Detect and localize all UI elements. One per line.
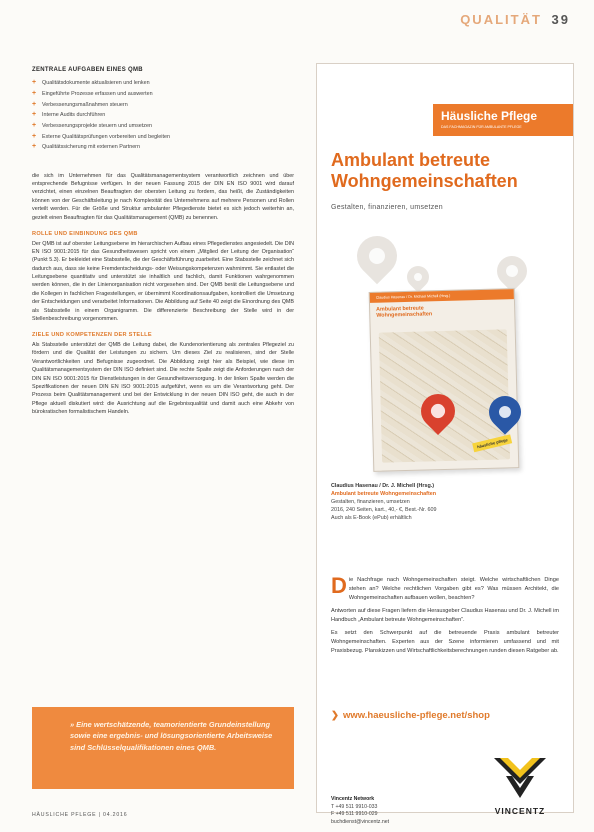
book-authors: Claudius Hasenau / Dr. J. Michell (Hrsg.) — [331, 483, 435, 489]
book-cover-title-line2: Wohngemeinschaften — [376, 311, 433, 320]
publisher-phone: T +49 511 9910-033 — [331, 803, 378, 810]
list-item: + Verbesserungsmaßnahmen steuern — [32, 101, 294, 109]
book-cover-tag: häusliche pflege — [472, 434, 512, 452]
pull-quote-text: » Eine wertschätzende, teamorientierte Grundeinstellung sowie eine ergebnis- und lösungsorientierte Arbeitsweise sind Schlüsselqualifikationen eines QMB. — [70, 720, 273, 752]
vincentz-logo-text: VINCENTZ — [494, 806, 546, 816]
magazine-badge — [433, 104, 573, 136]
section-label: QUALITÄT — [460, 12, 542, 27]
book-advertisement — [316, 63, 574, 825]
map-pin-icon — [402, 261, 433, 292]
badge-subtitle: DAS FACHMAGAZIN FÜR AMBULANTE PFLEGE — [441, 125, 522, 129]
book-ebook-note: Auch als E-Book (ePub) erhältlich — [331, 515, 412, 522]
book-info — [331, 482, 557, 523]
book-details: 2016, 240 Seiten, kart., 40,- €, Best.-Nr. 609 — [331, 507, 437, 514]
vincentz-logo — [489, 754, 551, 816]
vincentz-logo-icon — [492, 754, 548, 802]
publisher-name: Vincentz Network — [331, 796, 375, 802]
ad-paragraph-text: ie Nachfrage nach Wohngemeinschaften steigt. Welche wirtschaftlichen Dinge stehen an? Welche rechtlichen Vorgaben gibt es? Was müssen Architekt, die Wohngemeinschaften aufbauen wollen, beachten? — [348, 577, 559, 601]
ad-subtitle: Gestalten, finanzieren, umsetzen — [331, 204, 443, 211]
article-intro: die sich im Unternehmen für das Qualitätsmanagementsystem verantwortlich zeichnen und über entsprechende Befugnisse verfügen. In der neuen Fassung 2015 der DIN EN ISO 9001 wird darauf verzichtet, einen einzelnen Beauftragten der obersten Leitung zu fordern, das heißt, die Zuständigkeiten können von der Geschäftsleitung je nach Komplexität des Unternehmens auf mehrere Personen und Rollen verteilt werden. Für die Größe und Struktur ambulanter Pflegedienste bietet es sich jedoch weiterhin an, gezielt einen Beauftragten für das Qualitätsmanagement (QMB) zu benennen. — [32, 172, 294, 221]
book-cover-title — [370, 299, 514, 320]
ad-title-line2: Wohngemeinschaften — [331, 170, 518, 191]
ad-paragraph: Antworten auf diese Fragen liefern die Herausgeber Claudius Hasenau und Dr. J. Michell im Handbuch „Ambulant betreute Wohngemeinschaften“. — [331, 607, 559, 623]
page-number: 39 — [551, 12, 570, 27]
page-footer: HÄUSLICHE PFLEGE | 04.2016 — [32, 812, 128, 818]
badge-title: Häusliche Pflege — [441, 109, 538, 123]
section-text-role: Der QMB ist auf oberster Leitungsebene im hierarchischen Aufbau eines Pflegedienstes angesiedelt. Die DIN EN ISO 9001:2015 für das Gesundheitswesen spricht von einem „Mitglied der Leitung der Organisation“ (Punkt 5.3). Er bekleidet eine Stabsstelle, die der Geschäftsführung zuarbeitet. Eine Stabsstelle zeichnet sich dadurch aus, dass sie keine Fremdentscheidungs- oder Weisungskompetenzen wahrnimmt. Sie entlastet die Leitungsebene quantitativ und unterstützt sie inhaltlich und fachlich, damit Funktionen wahrgenommen werden können, die in der Linienorganisation nicht vorgesehen sind. Der QMB berät die Leitungsebene und die Kollegen in fachlichen Fragestellungen, er übernimmt Koordinationsaufgaben, kontrolliert die Umsetzung der Entscheidungen und verarbeitet Informationen. Die Abbildung auf Seite 40 zeigt die Einordnung des QMB als Stabsstelle in einem Organigramm. Die differenzierte Beschreibung der Stelle wird in der Stellenbeschreibung vorgenommen. — [32, 240, 294, 322]
ad-title-line1: Ambulant betreute — [331, 150, 491, 170]
list-item: + Verbesserungsprojekte steuern und umsetzen — [32, 122, 294, 130]
book-illustration — [347, 226, 557, 480]
publisher-fax: F +49 511 9910-029 — [331, 811, 378, 818]
task-list — [32, 79, 294, 151]
drop-cap: D — [331, 573, 347, 598]
article-column — [32, 66, 294, 420]
publisher-contact — [331, 796, 389, 826]
book-cover-editors: Claudius Hasenau / Dr. Michael Michell (Hrsg.) — [370, 289, 514, 303]
map-pin-icon — [491, 250, 533, 292]
publisher-email[interactable]: buchdienst@vincentz.net — [331, 818, 390, 825]
section-heading-goals: ZIELE UND KOMPETENZEN DER STELLE — [32, 332, 152, 339]
list-item: + Eingeführte Prozesse erfassen und auswerten — [32, 90, 294, 98]
book-cover-title-line1: Ambulant betreute — [376, 305, 424, 313]
list-item: + Interne Audits durchführen — [32, 111, 294, 119]
list-item: + Qualitätsdokumente aktualisieren und lenken — [32, 79, 294, 87]
book-title: Ambulant betreute Wohngemeinschaften — [331, 491, 437, 498]
map-pin-icon — [349, 228, 406, 285]
pull-quote — [32, 707, 294, 789]
ad-paragraph: Es setzt den Schwerpunkt auf die betreuende Praxis ambulant betreuter Wohngemeinschaften. Experten aus der Szene informieren umfassend und mit Praxisbezug. Planskizzen und Wirtschaftlichkeitsberechnungen runden diesen Ratgeber ab. — [331, 629, 559, 654]
task-box-title: ZENTRALE AUFGABEN EINES QMB — [32, 67, 143, 73]
ad-paragraph — [331, 573, 559, 603]
book-cover — [369, 288, 520, 472]
section-heading-role: ROLLE UND EINBINDUNG DES QMB — [32, 230, 138, 237]
arrow-right-icon: ❯ — [331, 710, 339, 721]
list-item: + Qualitätssicherung mit externen Partnern — [32, 143, 294, 151]
section-text-goals: Als Stabsstelle unterstützt der QMB die Leitung dabei, die Kundenorientierung als zentrales Pflegeziel zu fördern und die Qualität der Leistungen zu sichern. Um dieses Ziel zu realisieren, sind der Stelle Verantwortlichkeiten und Befugnisse zugeordnet. Die Abbildung zeigt hier als Beispiel, wie diese im Qualitätsmanagementsystem der DIN ISO definiert sind. Die rechte Spalte zeigt die Anforderungen nach der DIN EN ISO 9001:2015 für Dienstleistungen in der Gesundheitsversorgung. In der linken Spalte werden die Spezifikationen der neuen DIN EN ISO 9001:2015 aufgeführt, wenn es um die Verantwortung geht. Der Prozess beim Qualitätsmanagement und bei der Entwicklung in der neuen DIN ISO geht, die auch in der Pflege aktuell diskutiert wird: die Ausrichtung auf die Ergebnisqualität und damit auch eine Abkehr von bürokratischen formalistischem Handeln. — [32, 342, 294, 416]
page-header — [460, 12, 570, 27]
shop-link-text: www.haeusliche-pflege.net/shop — [342, 710, 490, 721]
book-subtitle: Gestalten, finanzieren, umsetzen — [331, 499, 410, 506]
ad-body — [331, 573, 559, 660]
ad-title — [331, 150, 518, 191]
list-item: + Externe Qualitätsprüfungen vorbereiten und begleiten — [32, 133, 294, 141]
shop-link[interactable] — [331, 710, 490, 721]
